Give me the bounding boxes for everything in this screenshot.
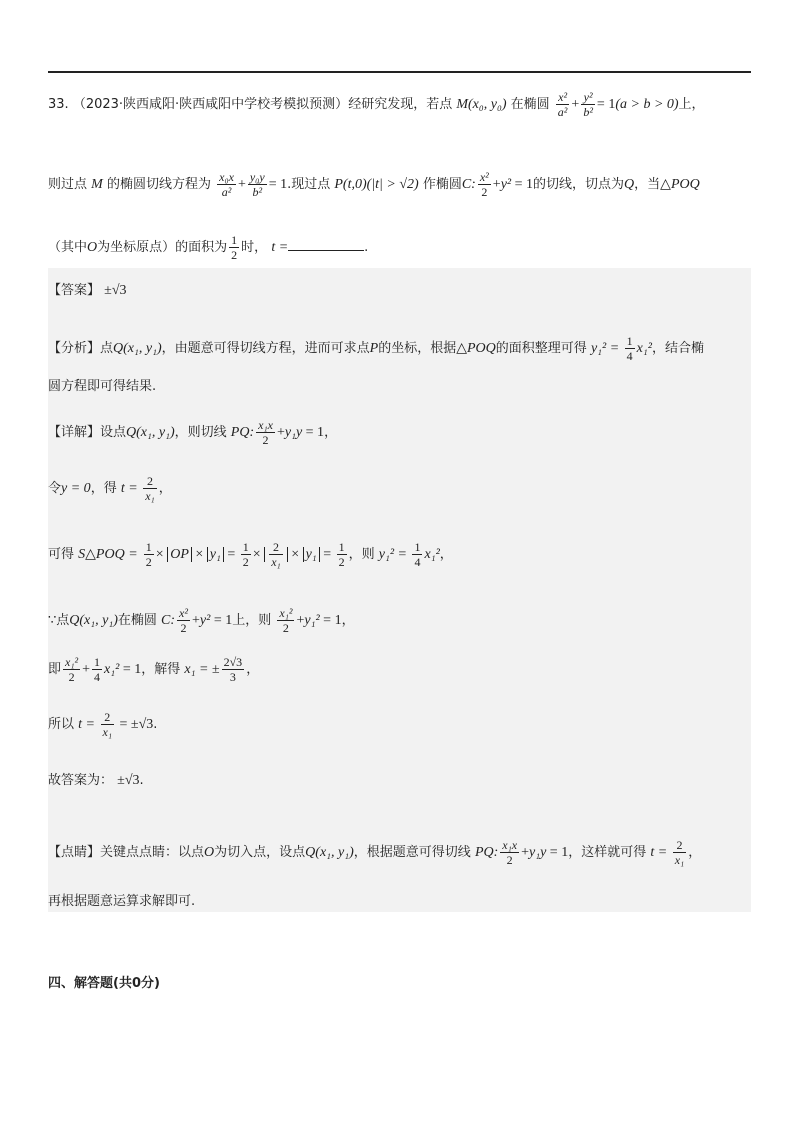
comment-line-2: 再根据题意运算求解即可. (48, 894, 196, 909)
detail-line-5: 即 $\frac{\text{x₁²}}{2}$ + $\frac{1}{4}$ x₁² = 1，解得 x₁ = ± $\frac{2√3}{3}$ ， (48, 655, 260, 684)
detail-label: 【详解】 (48, 425, 101, 440)
question-source: （2023·陕西咸阳·陕西咸阳中学校考模拟预测） (72, 97, 349, 112)
comment-line-1: 【点睛】关键点点睛：以点O为切入点，设点Q(x₁, y₁)，根据题意可得切线 PQ: $\frac{\text{x₁x}}{2}$ +y₁y = 1，这样就可得 t = $\frac{2}{\text{x₁}}$ ， (48, 838, 702, 867)
analysis-label: 【分析】 (48, 341, 101, 356)
question-line-2: 则过点 M 的椭圆切线方程为 $\frac{\text{x₀x}}{\text{a²}}$ + $\frac{\text{y₀y}}{\text{b²}}$ = 1.现过点 P(t,0)(|t| > √2) 作椭圆C: $\frac{\text{x²}}{2}$ +y² = 1的切线，切点为Q，当△POQ (48, 170, 700, 199)
top-rule (48, 71, 751, 73)
question-line-1: 33. （2023·陕西咸阳·陕西咸阳中学校考模拟预测）经研究发现，若点 M(x₀, y₀) 在椭圆 $\frac{\text{x²}}{\text{a²}}$ + $\frac{\text{y²}}{\text{b²}}$ = 1(a > b > 0)上， (48, 90, 705, 119)
section-title: 四、解答题(共0分) (48, 976, 160, 991)
point-p: P(t,0) (334, 177, 367, 192)
answer-blank (288, 238, 364, 251)
comment-label: 【点睛】 (48, 845, 101, 860)
detail-line-6: 所以 t = $\frac{2}{\text{x₁}}$ = ±√3. (48, 710, 158, 739)
answer-box (48, 268, 751, 912)
answer-line (48, 282, 127, 300)
analysis-line-2: 圆方程即可得结果. (48, 379, 157, 394)
detail-line-7: 故答案为： ±√3. (48, 773, 144, 788)
detail-line-2: 令y = 0，得 t = $\frac{2}{\text{x₁}}$ ， (48, 474, 172, 503)
question-line-3: （其中O为坐标原点）的面积为 $\frac{1}{2}$ 时， t = . (48, 233, 369, 262)
detail-line-3: 可得 S△POQ = $\frac{1}{2}$ × OP × y₁ = $\frac{1}{2}$ × $\frac{2}{\text{x₁}}$ × y₁ = $\frac{1}{2}$ ，则 y₁² = $\frac{1}{4}$ x₁²， (48, 540, 453, 569)
detail-line-4: ∵点Q(x₁, y₁)在椭圆 C: $\frac{\text{x²}}{2}$ +y² = 1上，则 $\frac{\text{x₁²}}{2}$ +y₁² = 1， (48, 606, 355, 635)
question-number: 33. (48, 97, 69, 112)
answer-label: 【答案】 (48, 283, 101, 298)
ellipse-x-term: $\frac{\text{x²}}{\text{a²}}$ (557, 90, 568, 119)
point-m: M(x₀, y₀) (456, 97, 507, 112)
analysis-line-1: 【分析】点Q(x₁, y₁)，由题意可得切线方程，进而可求点P的坐标，根据△POQ的面积整理可得 y₁² = $\frac{1}{4}$ x₁²，结合椭 (48, 334, 704, 363)
ellipse-y-term: $\frac{\text{y²}}{\text{b²}}$ (583, 90, 593, 119)
detail-line-1: 【详解】设点Q(x₁, y₁)，则切线 PQ: $\frac{\text{x₁x}}{2}$ +y₁y = 1， (48, 418, 338, 447)
answer-value: ±√3 (104, 283, 127, 298)
